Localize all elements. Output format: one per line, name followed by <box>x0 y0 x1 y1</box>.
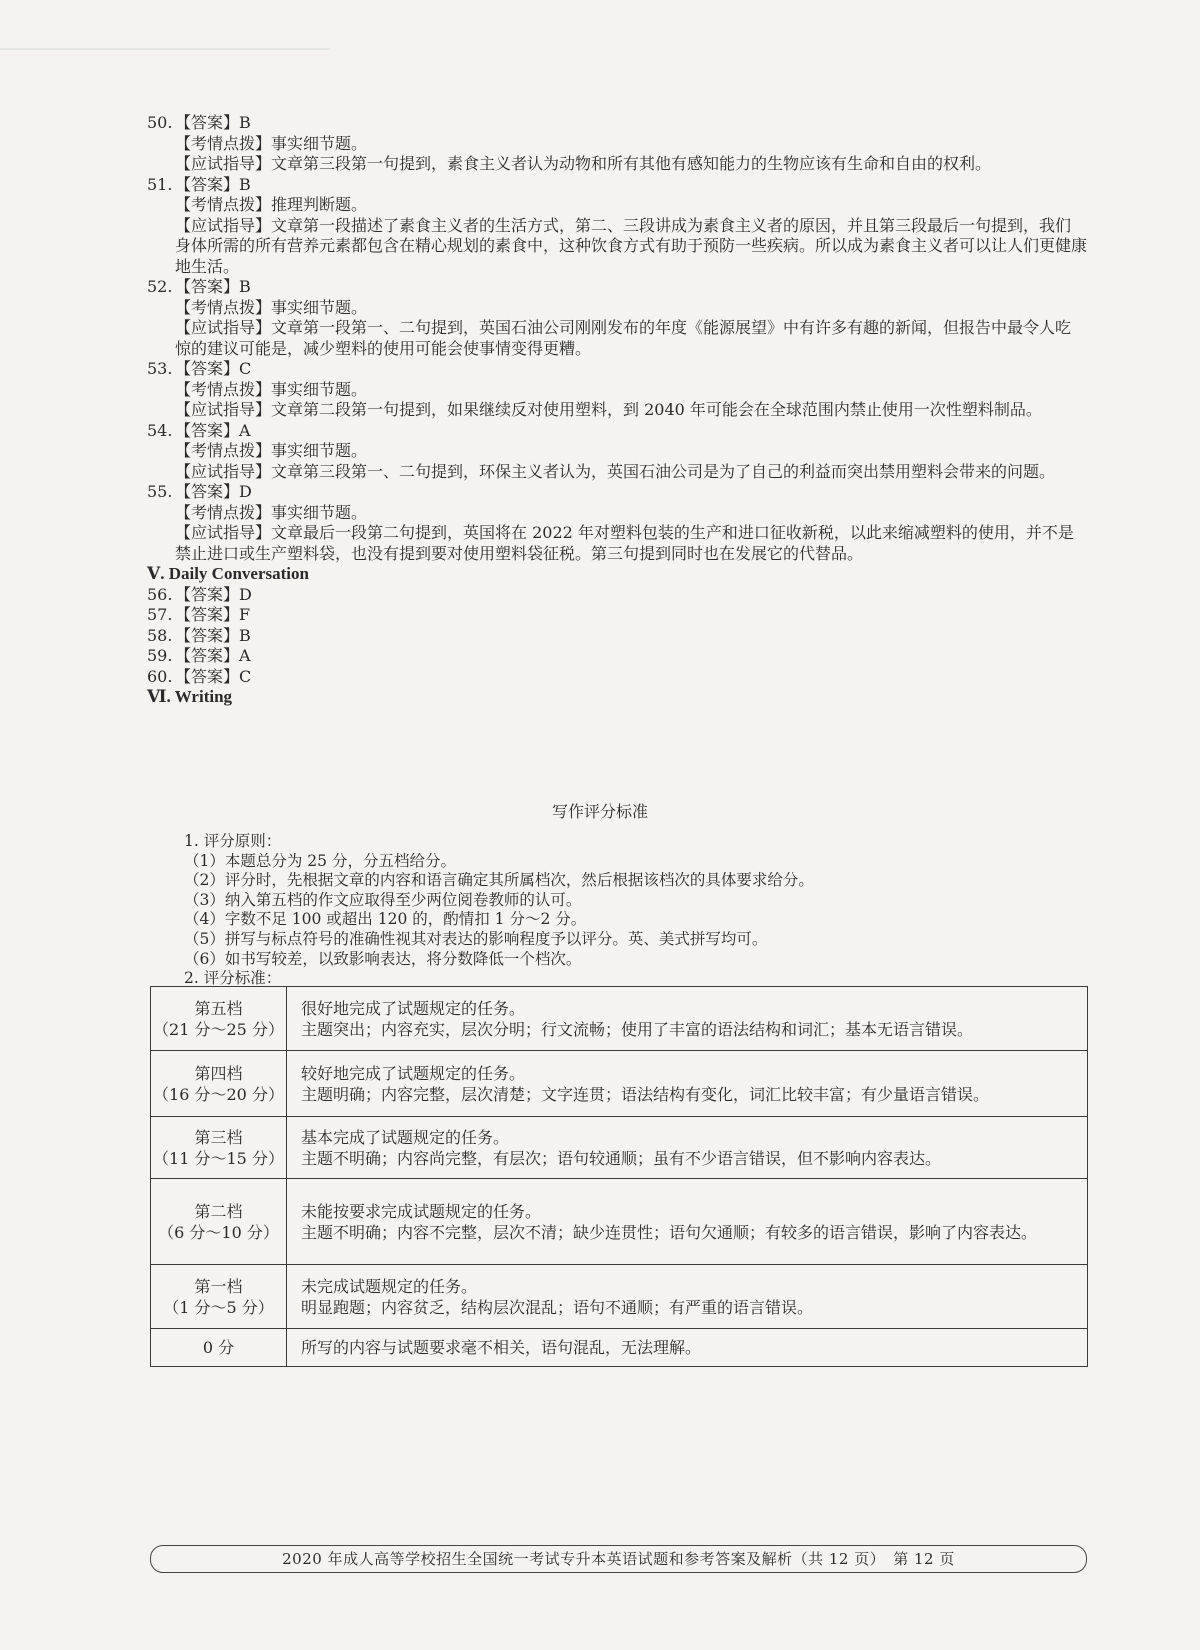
level-cell: 第五档 （21 分～25 分） <box>151 987 287 1051</box>
table-row <box>151 1051 1088 1117</box>
answer-key: 【答案】B <box>175 625 251 645</box>
answer-note <box>147 195 1087 216</box>
answer-item <box>147 646 1087 667</box>
principle-item: （6）如书写较差，以致影响表达，将分数降低一个档次。 <box>184 949 582 968</box>
answer-note <box>147 523 1087 564</box>
note-text: 文章第一段第一、二句提到，英国石油公司刚刚发布的年度《能源展望》中有许多有趣的新闻，但报告中最令人吃惊的建议可能是，减少塑料的使用可能会使事情变得更糟。 <box>175 318 1072 358</box>
note-text: 文章第三段第一、二句提到，环保主义者认为，英国石油公司是为了自己的利益而突出禁用塑料会带来的问题。 <box>271 461 1056 481</box>
principles-heading: 1. 评分原则： <box>184 832 282 850</box>
answer-note <box>147 298 1087 319</box>
answer-note <box>147 400 1087 421</box>
note-text: 事实细节题。 <box>271 502 368 522</box>
note-text: 文章第二段第一句提到，如果继续反对使用塑料，到 2040 年可能会在全球范围内禁止使用一次性塑料制品。 <box>271 400 1042 419</box>
criteria-title: 写作评分标准 <box>551 802 648 821</box>
conversation-answers <box>147 585 1087 688</box>
answer-item <box>147 585 1087 606</box>
note-label: 【考情点拨】 <box>175 195 272 214</box>
question-number: 52. <box>147 277 173 296</box>
answer-note <box>147 380 1087 401</box>
answer-key: 【答案】B <box>175 113 251 132</box>
answer-note <box>147 503 1087 524</box>
principle-item: （2）评分时，先根据文章的内容和语言确定其所属档次，然后根据该档次的具体要求给分。 <box>184 871 814 890</box>
level-cell: 第一档 （1 分～5 分） <box>151 1265 287 1329</box>
note-label: 【应试指导】 <box>175 215 272 235</box>
table-row <box>151 1265 1088 1329</box>
answer-key: 【答案】F <box>175 605 251 624</box>
page-footer: 2020 年成人高等学校招生全国统一考试专升本英语试题和参考答案及解析（共 12 页） 第 12 页 <box>150 1545 1087 1573</box>
answer-key: 【答案】D <box>175 482 252 501</box>
description-cell: 所写的内容与试题要求毫不相关，语句混乱，无法理解。 <box>287 1329 1088 1367</box>
note-text: 事实细节题。 <box>271 297 368 317</box>
description-cell: 未完成试题规定的任务。 明显跑题；内容贫乏，结构层次混乱；语句不通顺；有严重的语言错误。 <box>287 1265 1088 1329</box>
note-text: 事实细节题。 <box>271 133 368 153</box>
answer-note <box>147 154 1087 175</box>
note-label: 【考情点拨】 <box>175 133 272 153</box>
note-label: 【考情点拨】 <box>175 502 272 522</box>
note-text: 文章最后一段第二句提到，英国将在 2022 年对塑料包装的生产和进口征收新税，以此来缩减塑料的使用，并不是禁止进口或生产塑料袋，也没有提到要对使用塑料袋征税。第三句提到同时也在发展它的代替品。 <box>175 523 1074 563</box>
answer-list <box>147 113 1087 708</box>
question-number: 54. <box>147 420 173 440</box>
scoring-principles <box>184 832 814 989</box>
answer-item <box>147 359 1087 380</box>
question-number: 59. <box>147 646 173 665</box>
answer-note <box>147 134 1087 155</box>
answer-note <box>147 318 1087 359</box>
table-row <box>151 1117 1088 1179</box>
answer-item <box>147 175 1087 196</box>
note-label: 【应试指导】 <box>175 400 272 419</box>
answer-note <box>147 462 1087 483</box>
answer-note <box>147 216 1087 278</box>
answer-item <box>147 482 1087 503</box>
question-number: 56. <box>147 584 173 604</box>
answer-item <box>147 113 1087 134</box>
table-row <box>151 1329 1088 1367</box>
answer-item <box>147 667 1087 688</box>
table-row <box>151 1179 1088 1265</box>
answer-item <box>147 277 1087 298</box>
page-fold-mark <box>0 0 330 50</box>
description-cell: 未能按要求完成试题规定的任务。 主题不明确；内容不完整，层次不清；缺少连贯性；语句欠通顺；有较多的语言错误，影响了内容表达。 <box>287 1179 1088 1265</box>
note-label: 【应试指导】 <box>175 318 272 337</box>
level-cell: 第三档 （11 分～15 分） <box>151 1117 287 1179</box>
answer-key: 【答案】D <box>175 584 252 604</box>
note-label: 【应试指导】 <box>175 461 272 481</box>
note-text: 事实细节题。 <box>271 379 368 399</box>
question-number: 50. <box>147 113 173 132</box>
section-daily-conversation: Ⅴ. Daily Conversation <box>147 564 309 583</box>
question-number: 58. <box>147 625 173 645</box>
principle-item: （4）字数不足 100 或超出 120 的，酌情扣 1 分～2 分。 <box>184 910 587 929</box>
note-text: 文章第一段描述了素食主义者的生活方式，第二、三段讲成为素食主义者的原因，并且第三段最后一句提到，我们身体所需的所有营养元素都包含在精心规划的素食中，这种饮食方式有助于预防一些疾病。所以成为素食主义者可以让人们更健康地生活。 <box>175 215 1088 276</box>
note-text: 文章第三段第一句提到，素食主义者认为动物和所有其他有感知能力的生物应该有生命和自由的权利。 <box>271 154 992 173</box>
principle-item: （3）纳入第五档的作文应取得至少两位阅卷教师的认可。 <box>184 890 582 909</box>
reading-answers <box>147 113 1087 564</box>
question-number: 51. <box>147 174 173 194</box>
level-cell: 第二档 （6 分～10 分） <box>151 1179 287 1265</box>
scoring-table <box>150 986 1088 1367</box>
level-cell: 第四档 （16 分～20 分） <box>151 1051 287 1117</box>
section-writing: Ⅵ. Writing <box>147 687 233 706</box>
level-cell: 0 分 <box>151 1329 287 1367</box>
note-text: 推理判断题。 <box>271 195 368 214</box>
answer-key: 【答案】C <box>175 666 252 686</box>
description-cell: 很好地完成了试题规定的任务。 主题突出；内容充实，层次分明；行文流畅；使用了丰富的语法结构和词汇；基本无语言错误。 <box>287 987 1088 1051</box>
answer-note <box>147 441 1087 462</box>
principle-item: （5）拼写与标点符号的准确性视其对表达的影响程度予以评分。英、美式拼写均可。 <box>184 929 768 948</box>
question-number: 57. <box>147 605 173 624</box>
answer-key: 【答案】C <box>175 359 252 378</box>
answer-key: 【答案】B <box>175 277 251 296</box>
answer-item <box>147 626 1087 647</box>
note-label: 【考情点拨】 <box>175 297 272 317</box>
note-label: 【应试指导】 <box>175 154 272 173</box>
answer-key: 【答案】A <box>175 420 251 440</box>
question-number: 53. <box>147 359 173 378</box>
description-cell: 基本完成了试题规定的任务。 主题不明确；内容尚完整，有层次；语句较通顺；虽有不少语言错误，但不影响内容表达。 <box>287 1117 1088 1179</box>
answer-key: 【答案】A <box>175 646 251 665</box>
principle-item: （1）本题总分为 25 分，分五档给分。 <box>184 851 456 870</box>
question-number: 55. <box>147 482 173 501</box>
note-label: 【考情点拨】 <box>175 441 272 460</box>
answer-item <box>147 605 1087 626</box>
standards-heading: 2. 评分标准： <box>184 969 282 988</box>
note-label: 【考情点拨】 <box>175 379 272 399</box>
note-text: 事实细节题。 <box>271 441 368 460</box>
description-cell: 较好地完成了试题规定的任务。 主题明确；内容完整，层次清楚；文字连贯；语法结构有变化，词汇比较丰富；有少量语言错误。 <box>287 1051 1088 1117</box>
note-label: 【应试指导】 <box>175 523 272 542</box>
answer-item <box>147 421 1087 442</box>
table-row <box>151 987 1088 1051</box>
answer-key: 【答案】B <box>175 174 251 194</box>
question-number: 60. <box>147 666 173 686</box>
